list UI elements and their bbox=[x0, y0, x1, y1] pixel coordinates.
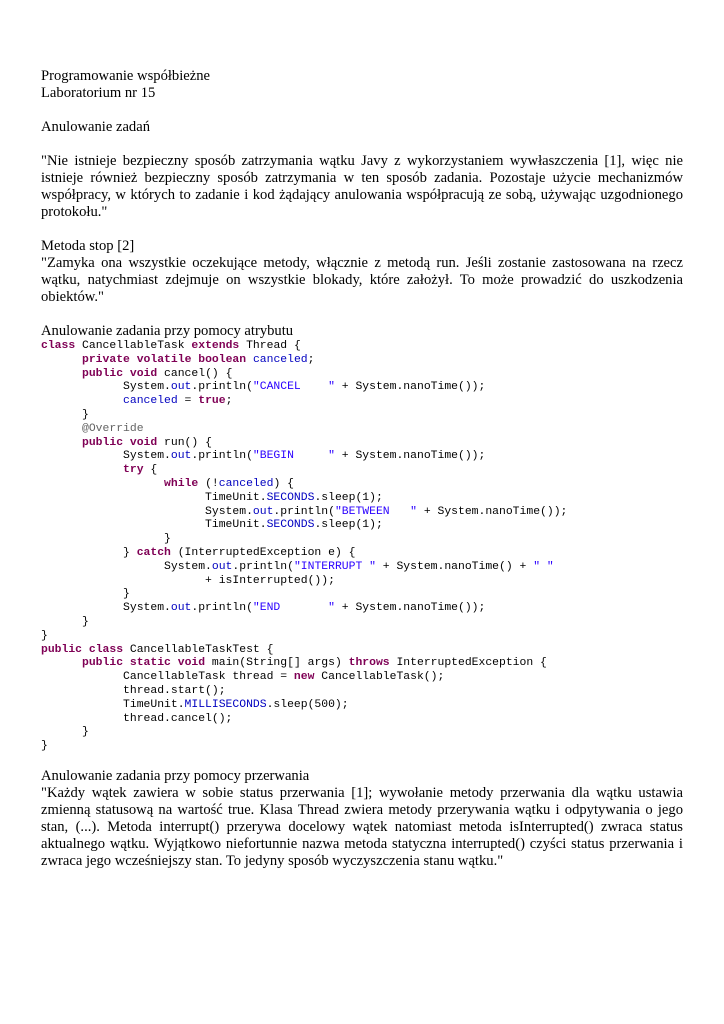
code-token: out bbox=[211, 560, 233, 573]
spacer bbox=[41, 754, 683, 768]
code-token: } bbox=[41, 740, 48, 753]
code-line bbox=[41, 699, 683, 713]
code-token: run() { bbox=[157, 436, 212, 449]
code-token: out bbox=[252, 505, 274, 518]
code-token bbox=[123, 657, 130, 669]
code-line bbox=[41, 506, 683, 520]
code-line bbox=[41, 478, 683, 492]
code-line bbox=[41, 561, 683, 575]
code-token: out bbox=[170, 381, 192, 394]
code-token: public bbox=[82, 657, 124, 670]
code-line bbox=[41, 354, 683, 368]
spacer bbox=[41, 306, 683, 323]
code-token: "CANCEL " bbox=[252, 381, 335, 394]
code-token: static bbox=[129, 657, 171, 670]
code-token: .println( bbox=[191, 602, 253, 615]
code-token: "INTERRUPT " bbox=[293, 560, 376, 573]
code-token: System. bbox=[41, 505, 253, 518]
code-token: + isInterrupted()); bbox=[41, 574, 335, 587]
code-token bbox=[171, 657, 178, 669]
code-token: .println( bbox=[191, 381, 253, 394]
document-content bbox=[41, 68, 683, 870]
code-token: } bbox=[41, 546, 137, 559]
code-token: boolean bbox=[198, 353, 247, 366]
code-line bbox=[41, 368, 683, 382]
code-token: } bbox=[41, 615, 89, 628]
code-token: .sleep(1); bbox=[314, 519, 383, 532]
spacer bbox=[41, 102, 683, 119]
spacer bbox=[41, 221, 683, 238]
code-token: } bbox=[41, 726, 89, 739]
code-line bbox=[41, 547, 683, 561]
code-token: "END " bbox=[252, 602, 335, 615]
code-token: volatile bbox=[136, 353, 192, 366]
code-token: .sleep(500); bbox=[266, 698, 349, 711]
section-title: Anulowanie zadań bbox=[41, 119, 151, 135]
code-line bbox=[41, 395, 683, 409]
code-line bbox=[41, 575, 683, 589]
code-token: .println( bbox=[232, 560, 294, 573]
code-token: SECONDS bbox=[266, 491, 315, 504]
code-line bbox=[41, 464, 683, 478]
code-token: CancellableTask(); bbox=[314, 671, 445, 684]
code-line bbox=[41, 450, 683, 464]
code-token: System. bbox=[41, 602, 171, 615]
code-token: ) { bbox=[273, 477, 294, 490]
code-token bbox=[41, 464, 123, 476]
code-token: (InterruptedException e) { bbox=[170, 546, 356, 559]
code-token: true bbox=[198, 395, 226, 408]
code-token: extends bbox=[191, 340, 240, 352]
code-token: CancellableTaskTest { bbox=[123, 643, 274, 656]
code-line bbox=[41, 340, 683, 354]
quote-preemption: "Nie istnieje bezpieczny sposób zatrzymania wątku Javy z wykorzystaniem wywłaszczenia [1], więc nie istnieje również bezpieczny sposób zatrzymania w ten sposób zadania. Pozostaje użycie mechanizmów współpracy, w których to zadanie i kod żądający anulowania współpracują ze sobą, używając uzgodnionego protokołu." bbox=[41, 153, 683, 220]
interrupt-cancel-heading: Anulowanie zadania przy pomocy przerwania bbox=[41, 767, 310, 784]
spacer bbox=[41, 136, 683, 153]
quote-stop-method: "Zamyka ona wszystkie oczekujące metody, włącznie z metodą run. Jeśli zostanie zastosowana na rzecz wątku, natychmiast zdejmuje on wszystkie blokady, które założył. To może prowadzić do uszkodzenia obiektów." bbox=[41, 255, 683, 305]
code-line bbox=[41, 588, 683, 602]
code-token: + System.nanoTime()); bbox=[334, 602, 486, 615]
code-token: System. bbox=[41, 381, 171, 394]
code-token bbox=[41, 368, 82, 380]
code-token: } bbox=[41, 533, 171, 546]
code-token: while bbox=[164, 477, 199, 490]
code-line bbox=[41, 616, 683, 630]
code-line bbox=[41, 409, 683, 423]
code-line bbox=[41, 492, 683, 506]
code-line bbox=[41, 437, 683, 451]
code-token: Thread { bbox=[239, 340, 301, 352]
code-token: ; bbox=[225, 395, 233, 408]
code-token: out bbox=[170, 450, 192, 463]
code-token: MILLISECONDS bbox=[184, 698, 267, 711]
code-token: class bbox=[88, 643, 124, 656]
code-token: canceled bbox=[123, 395, 178, 408]
course-title: Programowanie współbieżne bbox=[41, 68, 210, 84]
code-line bbox=[41, 740, 683, 754]
code-token: "BEGIN " bbox=[252, 450, 335, 463]
code-token: main(String[] args) bbox=[205, 657, 349, 670]
code-token: new bbox=[293, 671, 315, 684]
code-token: TimeUnit. bbox=[41, 519, 267, 532]
code-line bbox=[41, 685, 683, 699]
code-token bbox=[130, 354, 137, 366]
code-line bbox=[41, 657, 683, 671]
code-token bbox=[123, 437, 130, 449]
code-line bbox=[41, 644, 683, 658]
code-token: void bbox=[129, 436, 158, 449]
code-token: } bbox=[41, 408, 89, 421]
code-token bbox=[246, 354, 253, 366]
code-token: canceled bbox=[218, 477, 274, 490]
code-line bbox=[41, 533, 683, 547]
code-token: throws bbox=[348, 657, 390, 670]
code-token: + System.nanoTime()); bbox=[334, 381, 486, 394]
code-token: } bbox=[41, 629, 48, 642]
code-line bbox=[41, 423, 683, 437]
code-token: cancel() { bbox=[157, 367, 233, 380]
code-token: canceled bbox=[252, 353, 308, 366]
code-token bbox=[41, 437, 82, 449]
stop-method-heading: Metoda stop [2] bbox=[41, 238, 135, 254]
code-token: ; bbox=[307, 353, 315, 366]
code-token: = bbox=[177, 395, 199, 408]
code-token: void bbox=[129, 367, 158, 380]
code-token: } bbox=[41, 588, 130, 601]
code-line bbox=[41, 726, 683, 740]
code-line bbox=[41, 602, 683, 616]
quote-interrupt: "Każdy wątek zawiera w sobie status przerwania [1]; wywołanie metody przerwania dla wątku ustawia zmienną statusową na wartość true. Klasa Thread zwiera metody przerywania wątku i odpytywania o jego stan, (...). Metoda interrupt() przerywa docelowy wątek natomiast metoda isInterrupted() zwraca status aktualnego wątku. Wyjątkowo niefortunnie nazwa metoda statyczna interrupted() czyści status przerwania i zwraca jego wcześniejszy stan. To jedyny sposób wyczyszczenia stanu wątku." bbox=[41, 784, 683, 869]
code-token: InterruptedException { bbox=[389, 657, 547, 670]
code-token: "BETWEEN " bbox=[334, 505, 417, 518]
code-token: thread.start(); bbox=[41, 684, 226, 697]
code-token: .println( bbox=[191, 450, 253, 463]
code-token: + System.nanoTime()); bbox=[416, 505, 568, 518]
code-token: CancellableTask thread = bbox=[41, 671, 294, 684]
code-token bbox=[41, 395, 123, 407]
code-token: CancellableTask bbox=[75, 340, 192, 352]
code-token: TimeUnit. bbox=[41, 698, 185, 711]
lab-number: Laboratorium nr 15 bbox=[41, 85, 156, 101]
code-token: SECONDS bbox=[266, 519, 315, 532]
code-line bbox=[41, 713, 683, 727]
code-token: thread.cancel(); bbox=[41, 712, 233, 725]
code-line bbox=[41, 519, 683, 533]
code-listing bbox=[41, 340, 683, 754]
code-token: void bbox=[177, 657, 206, 670]
code-token bbox=[41, 354, 82, 366]
attribute-cancel-heading: Anulowanie zadania przy pomocy atrybutu bbox=[41, 323, 294, 339]
code-token: (! bbox=[198, 477, 219, 490]
code-token: private bbox=[82, 353, 130, 366]
code-token: TimeUnit. bbox=[41, 491, 267, 504]
code-token: { bbox=[143, 464, 158, 477]
code-token: out bbox=[170, 602, 192, 615]
code-token bbox=[123, 368, 130, 380]
code-token: System. bbox=[41, 560, 212, 573]
code-token: catch bbox=[136, 546, 171, 559]
code-token: " " bbox=[533, 560, 554, 573]
code-token bbox=[41, 478, 164, 490]
code-token: + System.nanoTime()); bbox=[334, 450, 486, 463]
code-token: public bbox=[41, 643, 83, 656]
code-token bbox=[41, 657, 82, 669]
code-token bbox=[41, 423, 82, 435]
code-token: + System.nanoTime() + bbox=[375, 560, 534, 573]
code-token: public bbox=[82, 436, 124, 449]
code-token: public bbox=[82, 367, 124, 380]
code-token: try bbox=[123, 464, 144, 477]
code-token: System. bbox=[41, 450, 171, 463]
code-token: class bbox=[41, 340, 76, 352]
code-token: @Override bbox=[82, 422, 144, 435]
code-token bbox=[82, 644, 89, 656]
code-line bbox=[41, 671, 683, 685]
code-token: .sleep(1); bbox=[314, 491, 383, 504]
code-token: .println( bbox=[273, 505, 335, 518]
code-line bbox=[41, 630, 683, 644]
code-line bbox=[41, 381, 683, 395]
